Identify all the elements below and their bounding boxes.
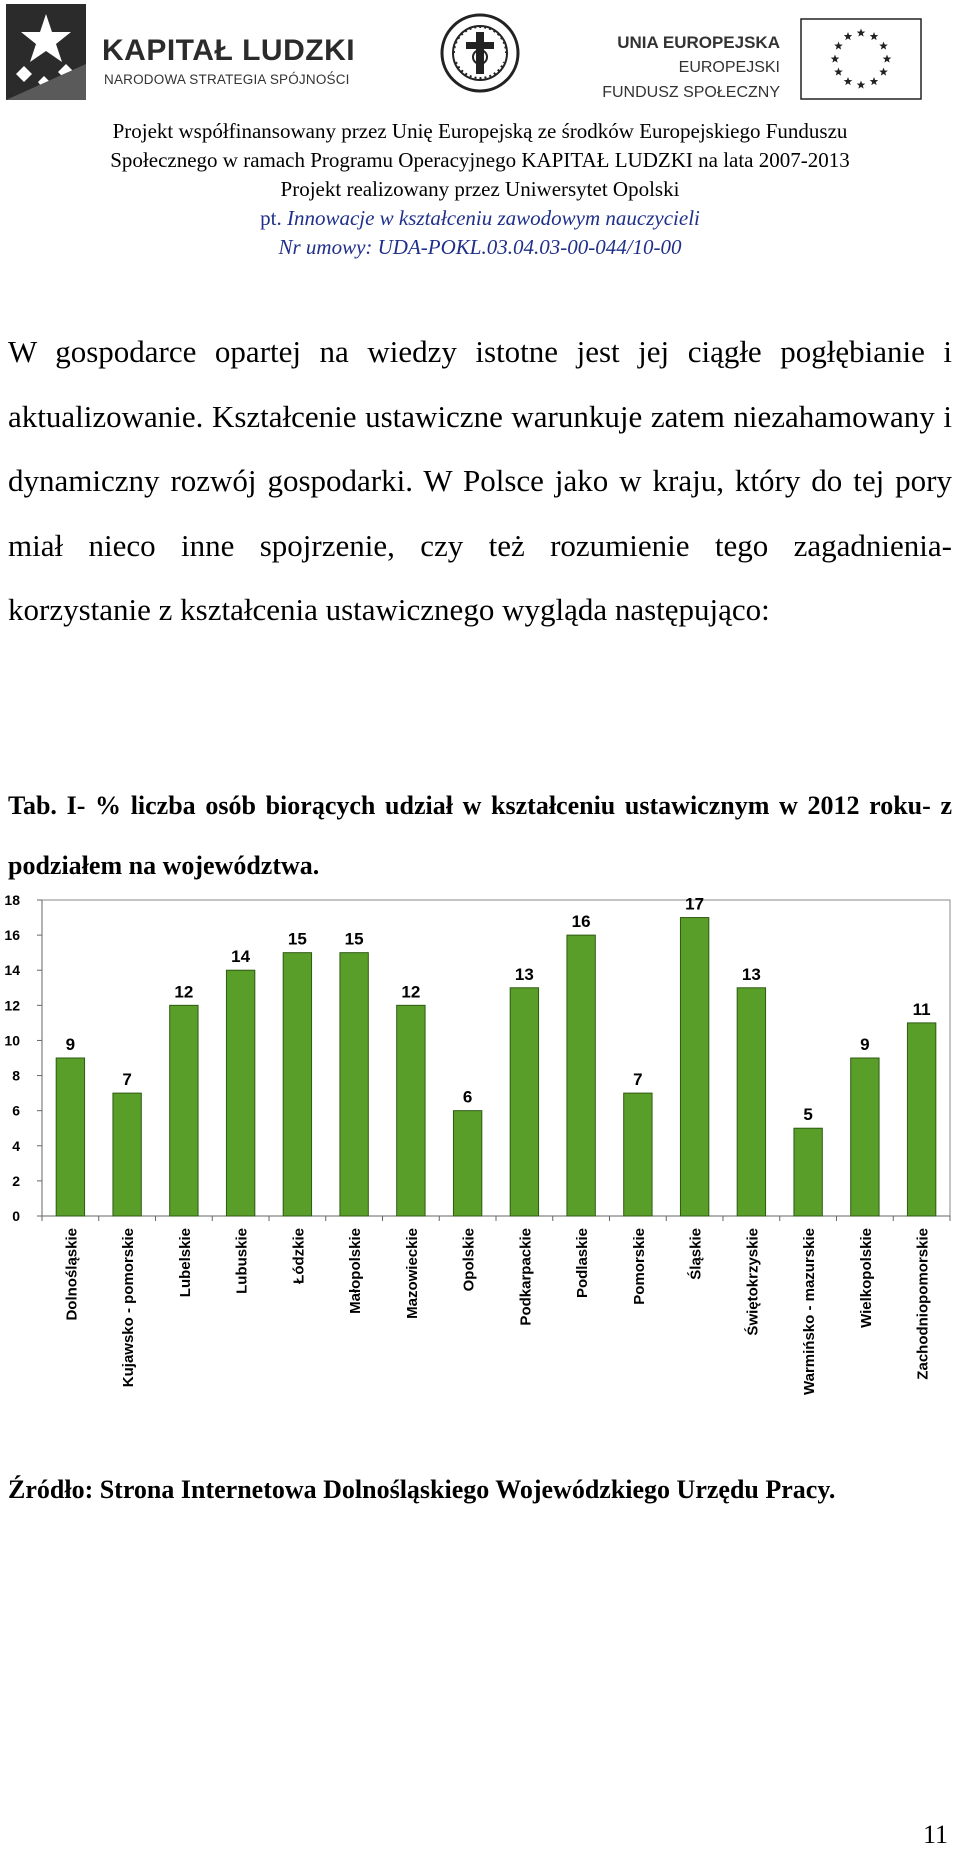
y-tick-label: 18 [4, 892, 20, 908]
bar-value-label: 16 [571, 912, 591, 932]
project-line-5 [0, 233, 960, 262]
project-line-4 [0, 204, 960, 233]
eu-flag-icon [800, 18, 922, 100]
y-tick-label: 8 [12, 1067, 20, 1084]
eu-line-2: EUROPEJSKI [678, 59, 780, 76]
bar-value-label: 12 [174, 982, 194, 1002]
table-caption-text: Tab. I- % liczba osób biorących udział w kształceniu ustawicznym w 2012 roku- z podziałem na województwa. [8, 791, 952, 880]
intro-paragraph-text: W gospodarce opartej na wiedzy istotne jest jej ciągłe pogłębianie i aktualizowanie. Kształcenie ustawiczne warunkuje zatem niezahamowany i dynamiczny rozwój gospodarki. W Polsce jako w kraju, który do tej pory miał nieco inne spojrzenie, czy też rozumienie tego zagadnienia- korzystanie z kształcenia ustawicznego wygląda następująco: [8, 334, 952, 627]
x-tick-label: Podlaskie [574, 1228, 592, 1299]
bar [510, 988, 538, 1216]
bar [624, 1093, 652, 1216]
bar-value-label: 7 [633, 1070, 643, 1090]
y-tick-label: 12 [4, 997, 20, 1014]
bar [226, 970, 254, 1216]
project-line-1: Projekt współfinansowany przez Unię Europejską ze środków Europejskiego Funduszu [112, 119, 848, 143]
y-tick-label: 2 [12, 1172, 20, 1189]
bar [680, 918, 708, 1216]
y-tick-label: 14 [4, 962, 20, 979]
project-line-3: Projekt realizowany przez Uniwersytet Opolski [280, 177, 680, 201]
bar-value-label: 7 [122, 1070, 132, 1090]
x-tick-label: Łódzkie [290, 1228, 308, 1284]
x-tick-label: Warmińsko - mazurskie [801, 1228, 819, 1395]
x-tick-label: Kujawsko - pomorskie [120, 1228, 138, 1388]
bar-value-label: 15 [287, 929, 307, 949]
bar-value-label: 5 [803, 1105, 813, 1125]
x-tick-label: Lubelskie [176, 1228, 194, 1298]
intro-paragraph [8, 320, 952, 643]
bar-value-label: 15 [344, 929, 364, 949]
kapital-ludzki-subtitle: NARODOWA STRATEGIA SPÓJNOŚCI [104, 72, 350, 87]
x-tick-label: Dolnośląskie [63, 1228, 81, 1321]
bar-value-label: 9 [65, 1035, 76, 1054]
university-seal [440, 10, 520, 96]
y-tick-label: 4 [12, 1137, 20, 1154]
eu-logo [600, 10, 950, 100]
bar [851, 1058, 879, 1216]
eu-line-1: UNIA EUROPEJSKA [617, 33, 780, 52]
bar [907, 1023, 935, 1216]
x-tick-label: Śląskie [687, 1228, 705, 1280]
bar-chart [0, 888, 960, 1448]
source-note [8, 1460, 952, 1520]
bar-value-label: 13 [741, 964, 761, 984]
bar-value-label: 6 [462, 1087, 473, 1107]
x-tick-label: Zachodniopomorskie [914, 1228, 932, 1380]
x-tick-label: Małopolskie [347, 1228, 365, 1314]
kapital-ludzki-title: KAPITAŁ LUDZKI [102, 34, 356, 67]
university-seal-icon [440, 10, 520, 96]
bar [113, 1093, 141, 1216]
y-tick-label: 16 [4, 927, 20, 944]
bar-value-label: 11 [912, 999, 931, 1019]
y-tick-label: 0 [12, 1208, 20, 1224]
project-info [0, 117, 960, 262]
y-tick-label: 10 [4, 1032, 20, 1049]
bar [340, 953, 368, 1216]
kapital-ludzki-emblem-icon [6, 4, 86, 100]
bar [170, 1005, 198, 1216]
bar [56, 1058, 84, 1216]
bar-value-label: 17 [685, 894, 705, 914]
source-text: Źródło: Strona Internetowa Dolnośląskiego Wojewódzkiego Urzędu Pracy. [8, 1475, 836, 1504]
bar [794, 1128, 822, 1216]
eu-line-3: FUNDUSZ SPOŁECZNY [602, 84, 780, 101]
bar [737, 988, 765, 1216]
bar-value-label: 9 [860, 1035, 870, 1054]
project-title-prefix: pt. [260, 206, 287, 230]
x-tick-label: Wielkopolskie [857, 1228, 875, 1328]
eu-text-block [602, 30, 780, 105]
header-logos [0, 0, 960, 110]
bar-value-label: 12 [401, 982, 421, 1002]
x-tick-label: Opolskie [460, 1228, 478, 1292]
page-number: 11 [922, 1820, 948, 1849]
x-tick-label: Podkarpackie [517, 1228, 535, 1326]
x-tick-label: Pomorskie [630, 1228, 648, 1305]
bar-value-label: 13 [514, 964, 534, 984]
bar [567, 935, 595, 1216]
project-title: Innowacje w kształceniu zawodowym nauczycieli [286, 206, 700, 230]
contract-number: Nr umowy: UDA-POKL.03.04.03-00-044/10-00 [278, 235, 682, 259]
bar [283, 953, 311, 1216]
bar [397, 1005, 425, 1216]
y-tick-label: 6 [12, 1102, 20, 1119]
x-tick-label: Mazowieckie [403, 1228, 421, 1319]
kapital-ludzki-logo [6, 4, 386, 100]
bar-value-label: 14 [231, 947, 251, 967]
x-tick-label: Lubuskie [233, 1228, 251, 1294]
project-line-2: Społecznego w ramach Programu Operacyjnego KAPITAŁ LUDZKI na lata 2007-2013 [110, 148, 850, 172]
bar [453, 1111, 481, 1216]
x-tick-label: Świętokrzyskie [744, 1228, 762, 1336]
table-caption [8, 776, 952, 896]
